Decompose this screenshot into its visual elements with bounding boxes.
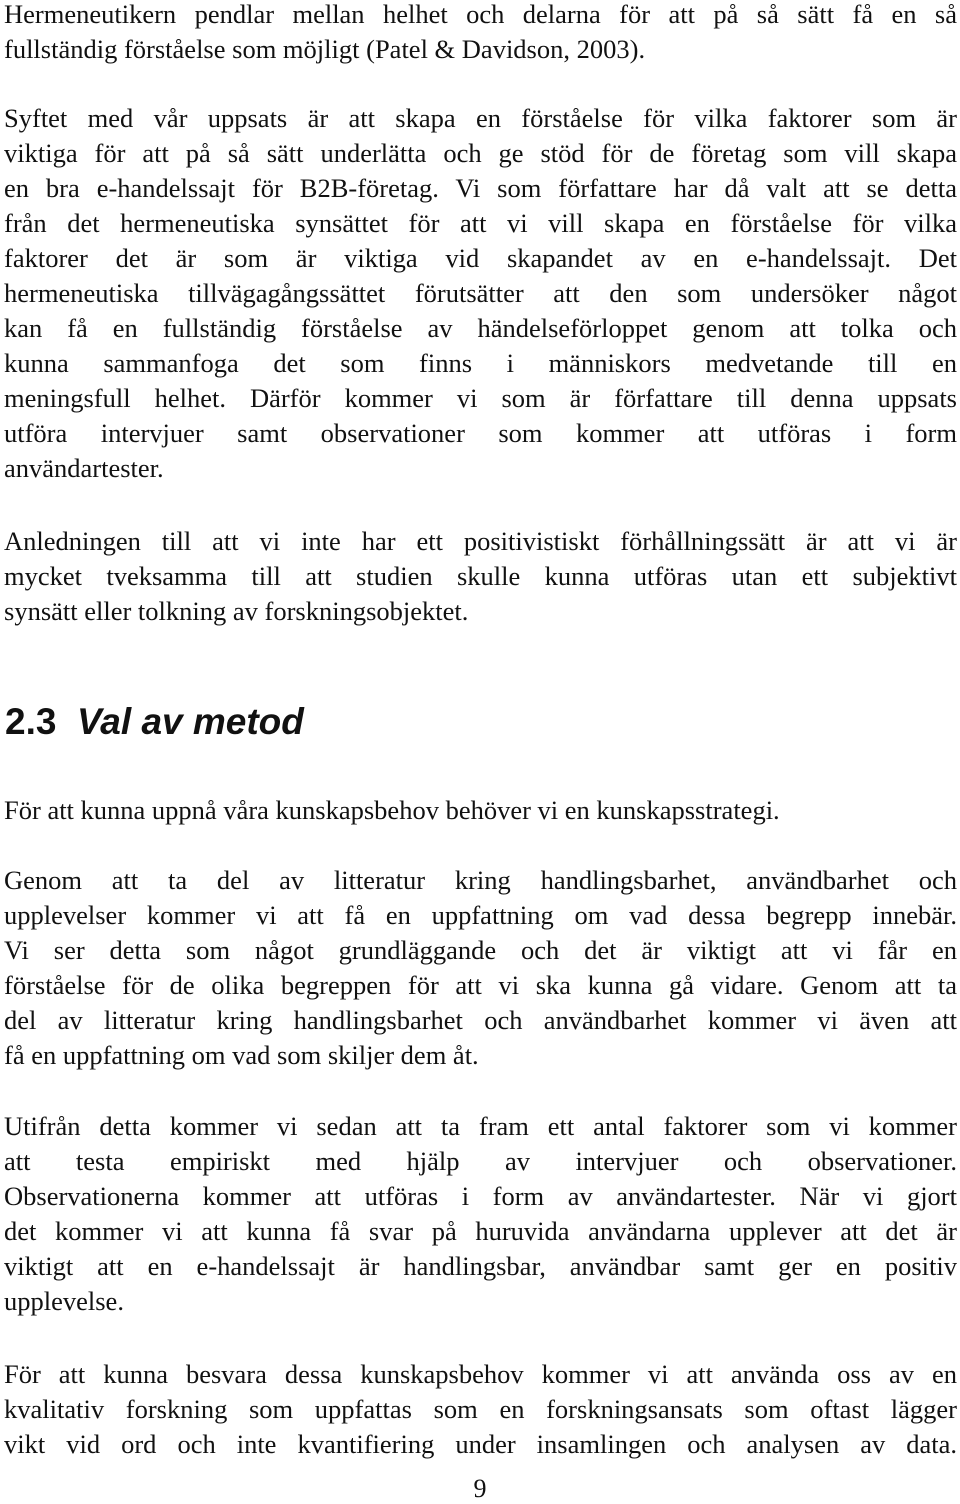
text-line: synsätt eller tolkning av forskningsobjektet. (4, 596, 469, 626)
text-line: att testa empiriskt med hjälp av intervjuer och observationer. (4, 1146, 957, 1176)
text-line: en bra e-handelssajt för B2B-företag. Vi som författare har då valt att se detta (4, 173, 957, 203)
text-line: hermeneutiska tillvägagångssättet förutsätter att den som undersöker något (4, 278, 957, 308)
text-line: användartester. (4, 453, 164, 483)
text-line: Observationerna kommer att utföras i form av användartester. När vi gjort (4, 1181, 957, 1211)
text-line: upplevelse. (4, 1286, 124, 1316)
text-line: För att kunna uppnå våra kunskapsbehov behöver vi en kunskapsstrategi. (4, 795, 780, 825)
section-heading (5, 700, 304, 744)
text-line: kvalitativ forskning som uppfattas som en forskningsansats som oftast lägger (4, 1394, 957, 1424)
text-line: upplevelser kommer vi att få en uppfattning om vad dessa begrepp innebär. (4, 900, 957, 930)
text-line: kan få en fullständig förståelse av händelseförloppet genom att tolka och (4, 313, 957, 343)
text-line: Hermeneutikern pendlar mellan helhet och delarna för att på så sätt få en så (4, 0, 957, 29)
page-number: 9 (473, 1474, 487, 1503)
text-line: det kommer vi att kunna få svar på huruvida användarna upplever att det är (4, 1216, 957, 1246)
text-line: Utifrån detta kommer vi sedan att ta fram ett antal faktorer som vi kommer (4, 1111, 957, 1141)
text-line: För att kunna besvara dessa kunskapsbehov kommer vi att använda oss av en (4, 1359, 957, 1389)
text-line: fullständig förståelse som möjligt (Patel & Davidson, 2003). (4, 34, 646, 64)
text-line: mycket tveksamma till att studien skulle kunna utföras utan ett subjektivt (4, 561, 957, 591)
text-line: utföra intervjuer samt observationer som kommer att utföras i form (4, 418, 957, 448)
text-line: kunna sammanfoga det som finns i människors medvetande till en (4, 348, 957, 378)
text-line: Syftet med vår uppsats är att skapa en förståelse för vilka faktorer som är (4, 103, 957, 133)
text-line: viktigt att en e-handelssajt är handlingsbar, användbar samt ger en positiv (4, 1251, 957, 1281)
text-line: få en uppfattning om vad som skiljer dem åt. (4, 1040, 479, 1070)
text-line: förståelse för de olika begreppen för att vi ska kunna gå vidare. Genom att ta (4, 970, 957, 1000)
section-title: Val av metod (77, 701, 304, 742)
text-line: vikt vid ord och inte kvantifiering under insamlingen och analysen av data. (4, 1429, 957, 1459)
section-number: 2.3 (5, 701, 57, 742)
text-line: viktiga för att på så sätt underlätta och ge stöd för de företag som vill skapa (4, 138, 957, 168)
text-line: Anledningen till att vi inte har ett positivistiskt förhållningssätt är att vi är (4, 526, 957, 556)
text-line: meningsfull helhet. Därför kommer vi som är författare till denna uppsats (4, 383, 957, 413)
text-line: faktorer det är som är viktiga vid skapandet av en e-handelssajt. Det (4, 243, 957, 273)
text-line: Vi ser detta som något grundläggande och det är viktigt att vi får en (4, 935, 957, 965)
text-line: från det hermeneutiska synsättet för att vi vill skapa en förståelse för vilka (4, 208, 957, 238)
text-line: del av litteratur kring handlingsbarhet och användbarhet kommer vi även att (4, 1005, 957, 1035)
text-line: Genom att ta del av litteratur kring handlingsbarhet, användbarhet och (4, 865, 957, 895)
